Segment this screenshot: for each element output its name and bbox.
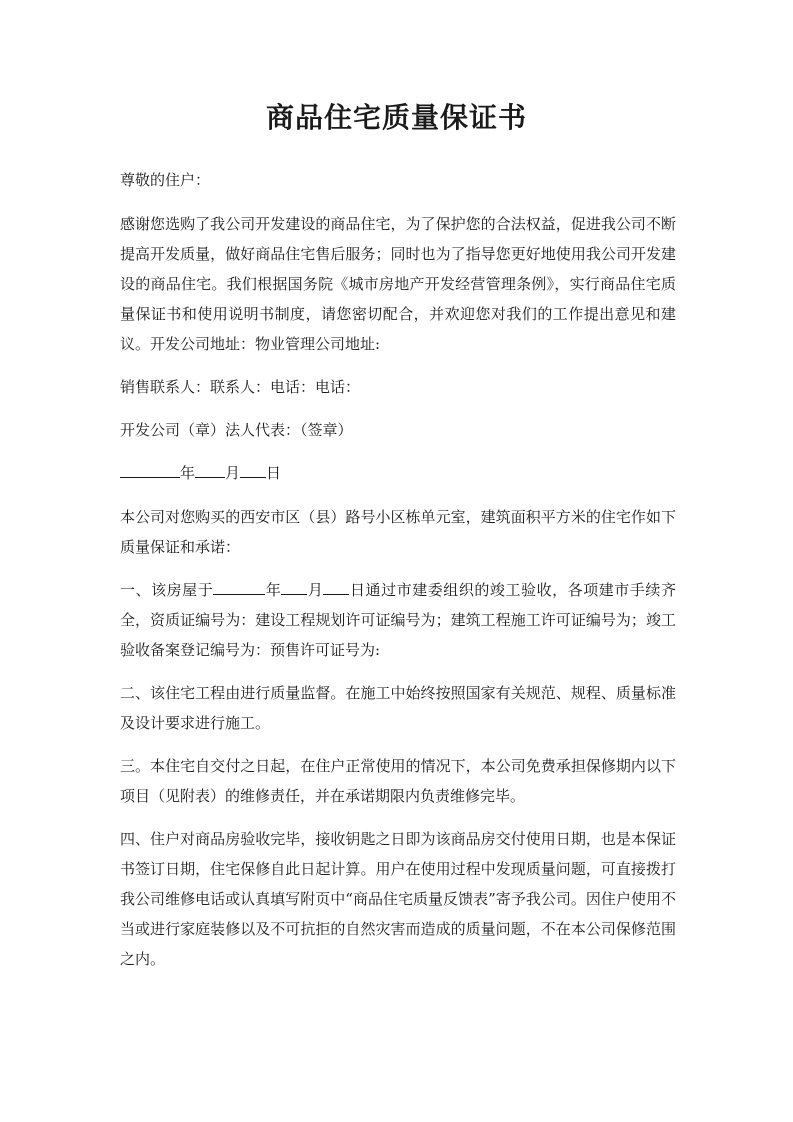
year-blank (120, 459, 180, 478)
contacts-line: 销售联系人：联系人：电话：电话： (120, 378, 361, 396)
item-1-month-blank (281, 576, 307, 595)
item-1-day-blank (323, 576, 349, 595)
statement-paragraph: 本公司对您购买的西安市区（县）路号小区栋单元室，建筑面积平方米的住宅作如下质量保证和承诺： (120, 508, 676, 556)
item-1-prefix: 一、该房屋于 (120, 581, 214, 599)
date-line (120, 458, 676, 488)
company-signature-line: 开发公司（章）法人代表：（签章） (120, 421, 353, 439)
item-1-rest: 日通过市建委组织的竣工验收，各项建市手续齐全，资质证编号为：建设工程规划许可证编号为；建筑工程施工许可证编号为；竣工验收备案登记编号为：预售许可证号为: (120, 581, 676, 659)
day-blank (240, 459, 266, 478)
year-label: 年 (180, 464, 196, 482)
month-blank (195, 459, 225, 478)
item-2-paragraph: 二、该住宅工程由进行质量监督。在施工中始终按照国家有关规范、规程、质量标准及设计要求进行施工。 (120, 684, 676, 732)
item-1-year-blank (213, 576, 265, 595)
item-1-month-label: 月 (307, 581, 324, 599)
item-3-paragraph: 三。本住宅自交付之日起，在住户正常使用的情况下，本公司免费承担保修期内以下项目（见附表）的维修责任，并在承诺期限内负责维修完毕。 (120, 757, 676, 805)
item-4-paragraph: 四、住户对商品房验收完毕，接收钥匙之日即为该商品房交付使用日期，也是本保证书签订日期，住宅保修自此日起计算。用户在使用过程中发现质量问题，可直接拨打我公司维修电话或认真填写附页中“商品住宅质量反馈表”寄予我公司。因住户使用不当或进行家庭装修以及不可抗拒的自然灾害而造成的质量问题，不在本公司保修范围之内。 (120, 830, 676, 968)
document-body (120, 165, 676, 987)
intro-paragraph: 感谢您选购了我公司开发建设的商品住宅，为了保护您的合法权益，促进我公司不断提高开发质量，做好商品住宅售后服务；同时也为了指导您更好地使用我公司开发建设的商品住宅。我们根据国务院《城市房地产开发经营管理条例》，实行商品住宅质量保证书和使用说明书制度，请您密切配合，并欢迎您对我们的工作提出意见和建议。开发公司地址：物业管理公司地址: (120, 215, 676, 353)
item-1-year-label: 年 (265, 581, 282, 599)
salutation: 尊敬的住户： (120, 171, 211, 189)
document-title: 商品住宅质量保证书 (265, 101, 527, 134)
month-label: 月 (225, 464, 241, 482)
day-label: 日 (266, 464, 282, 482)
item-1-paragraph (120, 575, 676, 665)
